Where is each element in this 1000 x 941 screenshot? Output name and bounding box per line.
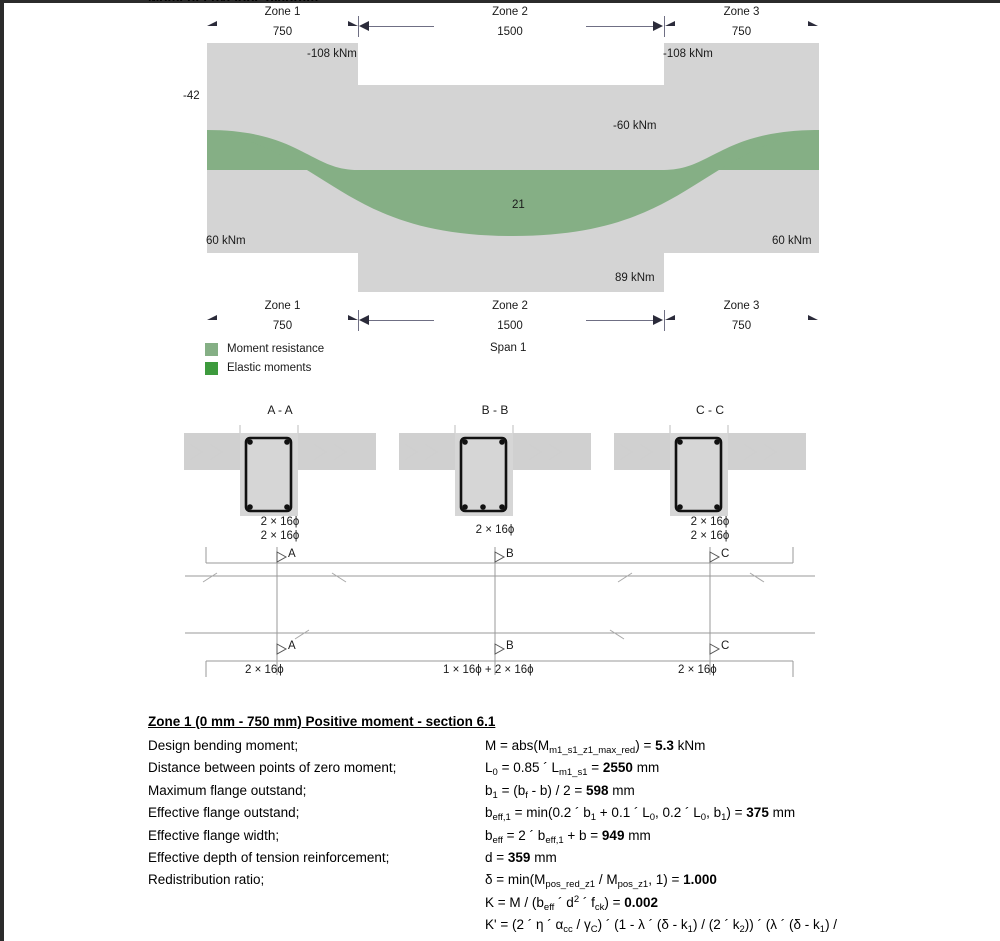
label-sag-end-left: 60 kNm	[206, 235, 246, 247]
elevation-view	[0, 545, 1000, 680]
unit-d: mm	[534, 849, 557, 865]
value-beff1: 375	[746, 805, 769, 821]
dim2-zone-value-1: 750	[207, 320, 358, 332]
cut-off-heading	[148, 0, 318, 1]
value-b1: 598	[586, 782, 609, 798]
elevation-marker-bottom-a: A	[288, 640, 296, 652]
cross-section-c-bars-bottom: 2 × 16ϕ	[690, 530, 730, 542]
calc-row-effective-depth	[148, 850, 1000, 872]
calc-expr-effective-flange-outstand: $b_{eff,1} = \min(0.2$ ´ $b_1 + 0.1$ ´ $L_0$, 0.2 ´ $L_0$, $b_1) = 375$ mm	[485, 805, 796, 824]
calc-expr-zero-moment-distance: $L_0 = 0.85$ ´ $L_{m1\_s1} = 2550$ mm	[485, 760, 660, 779]
calc-row-effective-flange-width	[148, 828, 1000, 850]
value-L0: 2550	[602, 760, 633, 776]
calc-row-max-flange-outstand	[148, 783, 1000, 805]
dim-zone-value-1: 750	[207, 26, 358, 38]
calc-row-design-moment	[148, 738, 1000, 760]
value-beff: 949	[601, 827, 625, 843]
legend-item-moment-resistance	[205, 340, 324, 358]
cross-section-c-bars	[610, 515, 810, 543]
calc-desc-effective-flange-outstand: Effective flange outstand;	[148, 805, 300, 821]
dimension-strip-bottom	[0, 302, 1000, 342]
elevation-bar-label-3: 2 × 16ϕ	[678, 664, 717, 676]
elevation-bar-label-2: 1 × 16ϕ + 2 × 16ϕ	[443, 664, 534, 676]
unit-M: kNm	[677, 738, 706, 753]
calc-desc-max-flange-outstand: Maximum flange outstand;	[148, 782, 307, 798]
dim-zone-label-3: Zone 3	[723, 6, 760, 18]
dim-zone-value-2: 1500	[434, 26, 586, 38]
span-label: Span 1	[490, 342, 527, 354]
elevation-marker-bottom-c: C	[721, 640, 730, 652]
cross-section-c-bars-top: 2 × 16ϕ	[690, 516, 730, 528]
calc-expr-max-flange-outstand: $b_1 = (b_f - b) / 2 = 598$ mm	[485, 782, 635, 801]
dim-zone-label-2: Zone 2	[492, 6, 528, 18]
unit-beff: mm	[628, 827, 651, 843]
value-M: 5.3	[655, 738, 674, 753]
label-elastic-left: -42	[183, 90, 200, 102]
cross-section-a-bars-top: 2 × 16ϕ	[260, 516, 300, 528]
cross-section-c-title: C - C	[696, 403, 724, 417]
calc-expr-k: $K = M / (b_{eff}$ ´ $d^2$ ´ $f_{ck}) = 0.002$	[485, 893, 659, 913]
calc-expr-design-moment: $M = abs(M_{m1\_s1\_z1\_max\_red}) = 5.3$ kNm	[485, 738, 706, 756]
elevation-marker-bottom-b: B	[506, 640, 514, 652]
unit-L0: mm	[636, 760, 660, 776]
cross-section-b-bars	[395, 523, 595, 537]
legend	[205, 340, 324, 378]
calc-row-effective-flange-outstand	[148, 805, 1000, 827]
label-hog-mid: -60 kNm	[613, 120, 657, 132]
value-d: 359	[507, 849, 531, 865]
calc-expr-effective-depth: d = 359 mm	[485, 849, 557, 865]
unit-b1: mm	[612, 782, 635, 798]
elevation-svg	[0, 545, 1000, 680]
cross-section-a-bars	[180, 515, 380, 543]
label-hog-end-left: -108 kNm	[307, 48, 357, 60]
dim2-arrow-right-z2	[653, 315, 663, 325]
elevation-marker-top-a: A	[288, 548, 296, 560]
legend-label-moment-resistance: Moment resistance	[227, 343, 325, 355]
dim2-zone-label-3: Zone 3	[723, 300, 760, 312]
calc-desc-zero-moment-distance: Distance between points of zero moment;	[148, 760, 397, 776]
calculation-heading: Zone 1 (0 mm - 750 mm) Positive moment - section 6.1	[148, 714, 496, 729]
cross-section-a-title: A - A	[267, 403, 293, 417]
calc-desc-redistribution-ratio: Redistribution ratio;	[148, 872, 265, 888]
calculation-block	[148, 714, 1000, 940]
calc-row-redistribution-ratio	[148, 872, 1000, 894]
elevation-marker-top-c: C	[721, 548, 730, 560]
cross-section-a-bars-bottom: 2 × 16ϕ	[260, 530, 300, 542]
calc-row-k	[148, 895, 1000, 917]
dim-zone-value-3: 750	[665, 26, 818, 38]
unit-beff1: mm	[772, 805, 796, 821]
dim2-zone-value-3: 750	[665, 320, 818, 332]
moment-diagram-svg	[0, 40, 1000, 295]
moment-envelope-diagram	[0, 40, 1000, 295]
dim2-zone-value-2: 1500	[434, 320, 586, 332]
calc-expr-k-prime: K' = (2 ´ η ´ $\alpha_{cc} / \gamma_C$) ´ (1 - λ ´ $(\delta - k_1) / (2$ ´ $k_2$)) ´ (λ ´ $(\delta - k_1)$ /	[485, 917, 838, 936]
legend-item-elastic-moments	[205, 359, 324, 377]
value-K: 0.002	[624, 894, 659, 910]
dim2-zone-label-2: Zone 2	[492, 300, 528, 312]
label-sag-end-right: 60 kNm	[772, 235, 812, 247]
cross-section-c-drawing	[610, 421, 810, 516]
cross-section-a-drawing	[180, 421, 380, 516]
cross-section-b-drawing	[395, 421, 595, 516]
calc-expr-effective-flange-width: $b_{eff} = 2$ ´ $b_{eff,1} + b = 949$ mm	[485, 827, 651, 846]
cross-section-b-title: B - B	[481, 403, 509, 417]
calc-desc-effective-flange-width: Effective flange width;	[148, 827, 280, 843]
legend-swatch-elastic-moments	[205, 362, 218, 375]
dim-zone-label-1: Zone 1	[264, 6, 301, 18]
elevation-bar-label-1: 2 × 16ϕ	[245, 664, 284, 676]
dim2-arrow-left-z2	[359, 315, 369, 325]
dim-arrow-right-z2	[653, 21, 663, 31]
calc-row-k-prime	[148, 917, 1000, 939]
calc-desc-design-moment: Design bending moment;	[148, 738, 299, 753]
dim2-zone-label-1: Zone 1	[264, 300, 301, 312]
calc-expr-redistribution-ratio: $\delta = \min(M_{pos\_red\_z1} / M_{pos\_z1}$, 1) = 1.000	[485, 872, 717, 891]
legend-label-elastic-moments: Elastic moments	[227, 362, 312, 374]
value-delta: 1.000	[683, 872, 717, 888]
calc-row-zero-moment-distance	[148, 760, 1000, 782]
label-hog-end-right: -108 kNm	[663, 48, 713, 60]
calc-desc-effective-depth: Effective depth of tension reinforcement;	[148, 849, 390, 865]
legend-swatch-moment-resistance	[205, 343, 218, 356]
dim-arrow-left-z2	[359, 21, 369, 31]
label-elastic-mid: 21	[512, 199, 525, 211]
cross-section-b-bars-bottom: 2 × 16ϕ	[475, 524, 515, 536]
elevation-marker-top-b: B	[506, 548, 514, 560]
label-sag-mid: 89 kNm	[615, 272, 655, 284]
